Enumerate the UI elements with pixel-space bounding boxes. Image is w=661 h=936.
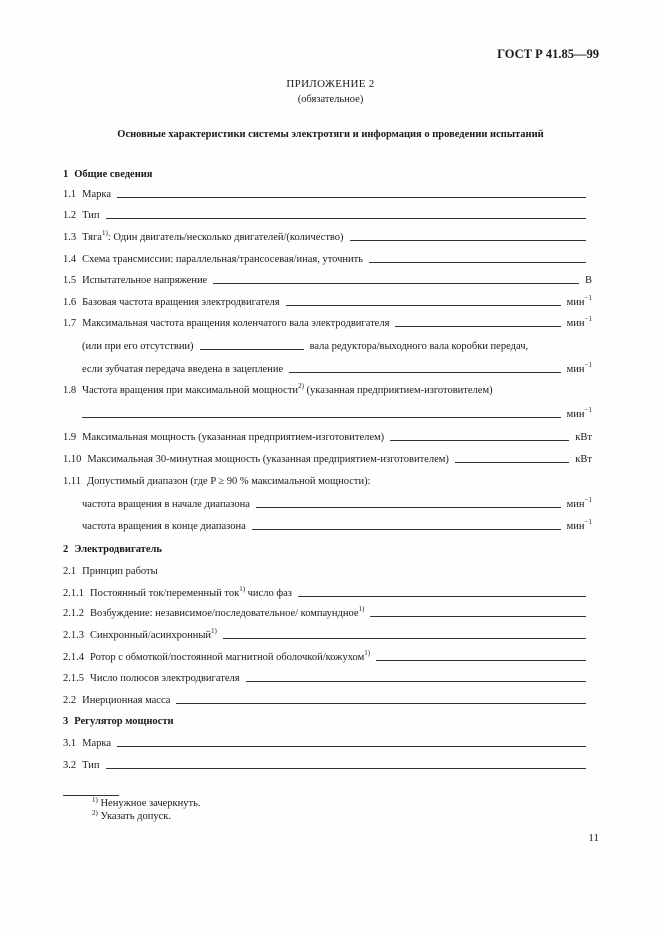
item-label: Максимальная мощность (указанная предприятием-изготовителем) <box>82 432 385 443</box>
unit-label: мин$^{-1}$ <box>566 496 592 510</box>
item-label: Число полюсов электродвигателя <box>90 673 240 684</box>
item-label: Допустимый диапазон (где P ≥ 90 % максимальной мощности): <box>87 476 371 487</box>
blank-fill-line[interactable] <box>117 745 586 747</box>
section-heading: Электродвигатель <box>74 544 162 555</box>
item-label: Ротор с обмоткой/постоянной магнитной оболочкой/кожухом$^{1)}$ <box>90 649 371 663</box>
blank-fill-line[interactable] <box>106 217 586 219</box>
item-label: Марка <box>82 189 111 200</box>
section-heading: Общие сведения <box>74 169 153 180</box>
blank-fill-line[interactable] <box>455 461 569 463</box>
blank-fill-line[interactable] <box>350 239 586 241</box>
unit-label: кВт <box>575 454 592 465</box>
form-line <box>63 585 592 599</box>
unit-label: мин$^{-1}$ <box>566 518 592 532</box>
item-number: 3.1 <box>63 738 77 749</box>
form-line <box>63 713 592 727</box>
unit-label: мин$^{-1}$ <box>566 294 592 308</box>
main-title: Основные характеристики системы электротяги и информация о проведении испытаний <box>117 129 544 140</box>
item-number: 3.2 <box>63 760 77 771</box>
blank-fill-line[interactable] <box>289 371 561 373</box>
form-line <box>63 541 592 555</box>
item-label: Максимальная 30-минутная мощность (указанная предприятием-изготовителем) <box>87 454 449 465</box>
item-label: (или при его отсутствии) <box>82 341 194 352</box>
item-number: 1.5 <box>63 275 77 286</box>
item-label: Принцип работы <box>82 566 158 577</box>
form-line <box>63 294 592 308</box>
item-label: Инерционная масса <box>82 695 171 706</box>
form-line <box>63 451 592 465</box>
blank-fill-line[interactable] <box>106 767 586 769</box>
item-label: Тип <box>82 210 100 221</box>
form-line <box>63 563 592 577</box>
blank-fill-line[interactable] <box>252 528 561 530</box>
form-line <box>82 338 592 352</box>
form-line <box>63 605 592 619</box>
blank-fill-line[interactable] <box>117 196 586 198</box>
blank-fill-line[interactable] <box>376 659 586 661</box>
footnote-1: $^{1)}$ Ненужное зачеркнуть. <box>92 796 201 809</box>
blank-fill-line[interactable] <box>223 637 586 639</box>
item-label: Частота вращения при максимальной мощности$^{2)}$ (указанная предприятием-изготовителем) <box>82 382 493 396</box>
form-line <box>63 166 592 180</box>
item-label: Испытательное напряжение <box>82 275 208 286</box>
form-line <box>63 757 592 771</box>
item-label: частота вращения в конце диапазона <box>82 521 246 532</box>
appendix-title: ПРИЛОЖЕНИЕ 2 <box>286 78 375 90</box>
form-line <box>82 361 592 375</box>
form-line <box>63 382 592 396</box>
unit-label: мин$^{-1}$ <box>566 406 592 420</box>
item-label: Тип <box>82 760 100 771</box>
unit-label: мин$^{-1}$ <box>566 361 592 375</box>
item-number: 1 <box>63 169 69 180</box>
unit-label: мин$^{-1}$ <box>566 315 592 329</box>
document-code: ГОСТ Р 41.85—99 <box>497 47 599 61</box>
form-line <box>82 518 592 532</box>
item-number: 1.8 <box>63 385 77 396</box>
blank-fill-line[interactable] <box>200 348 304 350</box>
item-label: Тяга$^{1)}$: Один двигатель/несколько двигателей/(количество) <box>82 229 344 243</box>
form-line <box>82 406 592 420</box>
item-number: 1.6 <box>63 297 77 308</box>
item-label: если зубчатая передача введена в зацепление <box>82 364 284 375</box>
item-number: 1.9 <box>63 432 77 443</box>
blank-fill-line[interactable] <box>82 416 561 418</box>
item-label: Базовая частота вращения электродвигателя <box>82 297 280 308</box>
form-line <box>63 649 592 663</box>
item-number: 2.1.3 <box>63 630 84 641</box>
item-label: частота вращения в начале диапазона <box>82 499 250 510</box>
blank-fill-line[interactable] <box>369 261 586 263</box>
form-line <box>63 272 592 286</box>
item-number: 1.1 <box>63 189 77 200</box>
item-label: Марка <box>82 738 111 749</box>
unit-label: вала редуктора/выходного вала коробки передач, <box>309 341 529 352</box>
item-label: Схема трансмиссии: параллельная/трансосевая/иная, уточнить <box>82 254 364 265</box>
item-label: Максимальная частота вращения коленчатого вала электродвигателя <box>82 318 390 329</box>
item-number: 1.10 <box>63 454 82 465</box>
form-line <box>63 207 592 221</box>
blank-fill-line[interactable] <box>395 325 560 327</box>
blank-fill-line[interactable] <box>176 702 586 704</box>
blank-fill-line[interactable] <box>298 595 586 597</box>
form-line <box>63 473 592 487</box>
item-number: 1.3 <box>63 232 77 243</box>
item-number: 1.7 <box>63 318 77 329</box>
form-line <box>63 735 592 749</box>
item-number: 1.4 <box>63 254 77 265</box>
item-number: 2.1.1 <box>63 588 84 599</box>
item-number: 2.1.2 <box>63 608 84 619</box>
blank-fill-line[interactable] <box>390 439 569 441</box>
form-line <box>82 496 592 510</box>
blank-fill-line[interactable] <box>370 615 586 617</box>
blank-fill-line[interactable] <box>286 304 561 306</box>
item-number: 2.1.4 <box>63 652 84 663</box>
item-number: 3 <box>63 716 69 727</box>
unit-label: В <box>584 275 592 286</box>
form-line <box>63 229 592 243</box>
item-number: 2 <box>63 544 69 555</box>
form-line <box>63 670 592 684</box>
form-line <box>63 627 592 641</box>
footnote-rule <box>63 795 119 796</box>
section-heading: Регулятор мощности <box>74 716 174 727</box>
blank-fill-line[interactable] <box>246 680 586 682</box>
appendix-subtitle: (обязательное) <box>297 94 364 105</box>
form-line <box>63 429 592 443</box>
form-line <box>63 692 592 706</box>
item-number: 2.2 <box>63 695 77 706</box>
form-line <box>63 251 592 265</box>
blank-fill-line[interactable] <box>256 506 561 508</box>
item-number: 2.1.5 <box>63 673 84 684</box>
footnote-2: $^{2)}$ Указать допуск. <box>92 809 171 822</box>
page-number: 11 <box>588 832 599 844</box>
item-label: Постоянный ток/переменный ток$^{1)}$ число фаз <box>90 585 292 599</box>
item-number: 1.2 <box>63 210 77 221</box>
item-label: Возбуждение: независимое/последовательное/ компаундное$^{1)}$ <box>90 605 365 619</box>
item-label: Синхронный/асинхронный$^{1)}$ <box>90 627 217 641</box>
form-line <box>63 315 592 329</box>
form-line <box>63 186 592 200</box>
blank-fill-line[interactable] <box>213 282 579 284</box>
unit-label: кВт <box>575 432 592 443</box>
item-number: 1.11 <box>63 476 81 487</box>
item-number: 2.1 <box>63 566 77 577</box>
